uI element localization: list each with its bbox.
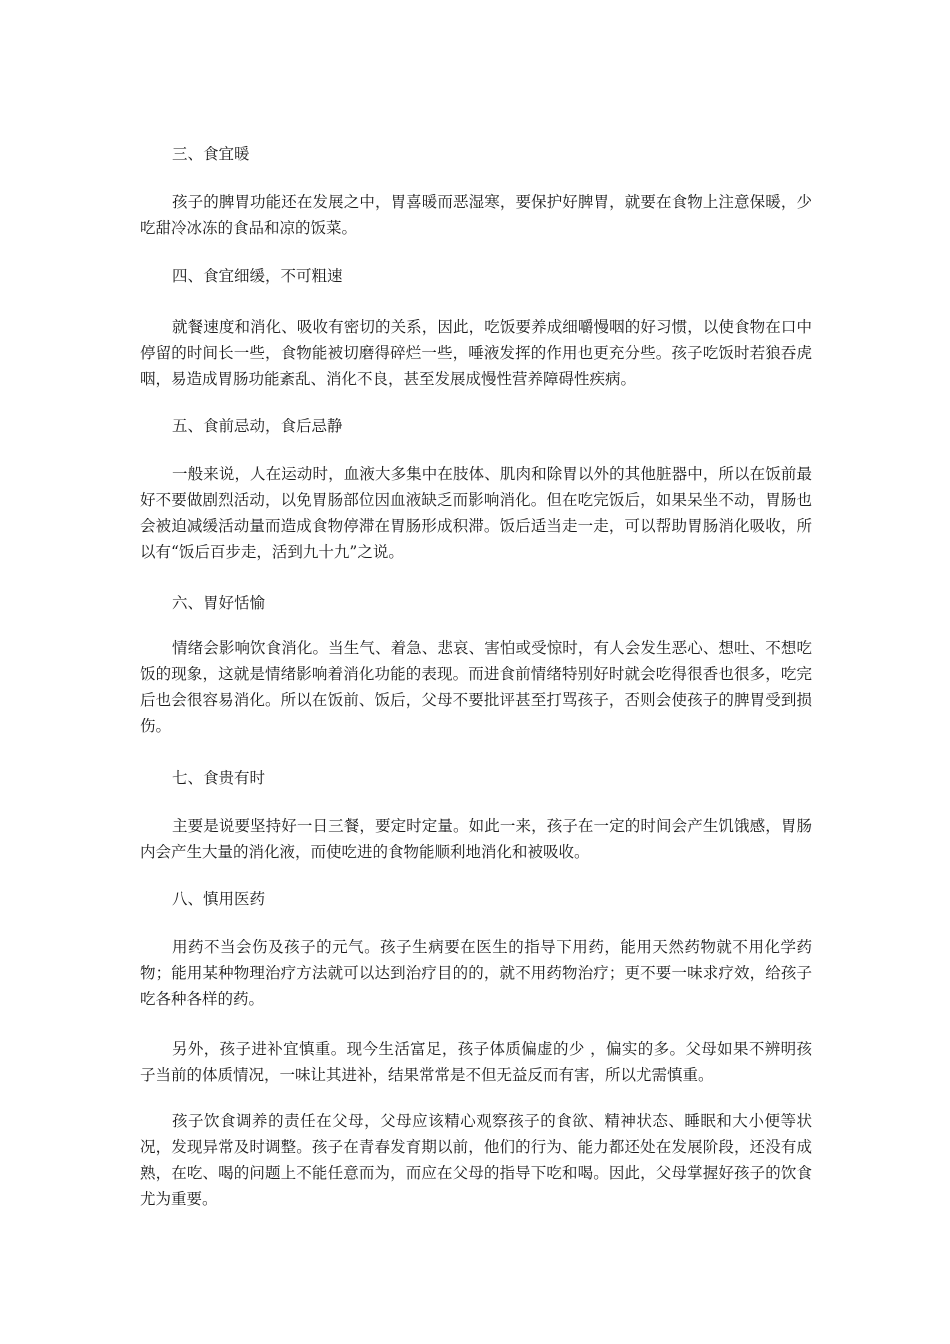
section-heading: 八、慎用医药 <box>172 890 266 908</box>
paragraph: 孩子饮食调养的责任在父母，父母应该精心观察孩子的食欲、精神状态、睡眠和大小便等状况，发现异常及时调整。孩子在青春发育期以前，他们的行为、能力都还处在发展阶段，还没有成熟，在吃、喝的问题上不能任意而为，而应在父母的指导下吃和喝。因此，父母掌握好孩子的饮食尤为重要。 <box>140 1112 812 1208</box>
paragraph: 另外，孩子进补宜慎重。现今生活富足，孩子体质偏虚的少 ，偏实的多。父母如果不辨明孩子当前的体质情况，一味让其进补，结果常常是不但无益反而有害，所以尤需慎重。 <box>140 1040 812 1084</box>
section-heading: 六、胃好恬愉 <box>172 594 266 612</box>
paragraph: 主要是说要坚持好一日三餐，要定时定量。如此一来，孩子在一定的时间会产生饥饿感，胃肠内会产生大量的消化液，而使吃进的食物能顺利地消化和被吸收。 <box>140 817 812 861</box>
section-heading: 四、食宜细缓，不可粗速 <box>172 267 343 285</box>
paragraph: 就餐速度和消化、吸收有密切的关系，因此，吃饭要养成细嚼慢咽的好习惯，以使食物在口中停留的时间长一些，食物能被切磨得碎烂一些，唾液发挥的作用也更充分些。孩子吃饭时若狼吞虎咽，易造成胃肠功能紊乱、消化不良，甚至发展成慢性营养障碍性疾病。 <box>140 318 812 388</box>
paragraph: 情绪会影响饮食消化。当生气、着急、悲哀、害怕或受惊时，有人会发生恶心、想吐、不想吃饭的现象，这就是情绪影响着消化功能的表现。而进食前情绪特别好时就会吃得很香也很多，吃完后也会很容易消化。所以在饭前、饭后，父母不要批评甚至打骂孩子，否则会使孩子的脾胃受到损伤。 <box>140 639 812 735</box>
paragraph: 一般来说，人在运动时，血液大多集中在肢体、肌肉和除胃以外的其他脏器中，所以在饭前最好不要做剧烈活动，以免胃肠部位因血液缺乏而影响消化。但在吃完饭后，如果呆坐不动，胃肠也会被迫减缓活动量而造成食物停滞在胃肠形成积滞。饭后适当走一走，可以帮助胃肠消化吸收，所以有“饭后百步走，活到九十九”之说。 <box>140 465 812 561</box>
section-heading: 七、食贵有时 <box>172 769 266 787</box>
section-heading: 五、食前忌动，食后忌静 <box>172 417 343 435</box>
paragraph: 用药不当会伤及孩子的元气。孩子生病要在医生的指导下用药，能用天然药物就不用化学药物；能用某种物理治疗方法就可以达到治疗目的的，就不用药物治疗；更不要一味求疗效，给孩子吃各种各样的药。 <box>140 938 812 1008</box>
section-heading: 三、食宜暖 <box>172 145 250 163</box>
paragraph: 孩子的脾胃功能还在发展之中，胃喜暖而恶湿寒，要保护好脾胃，就要在食物上注意保暖，少吃甜冷冰冻的食品和凉的饭菜。 <box>140 193 812 237</box>
